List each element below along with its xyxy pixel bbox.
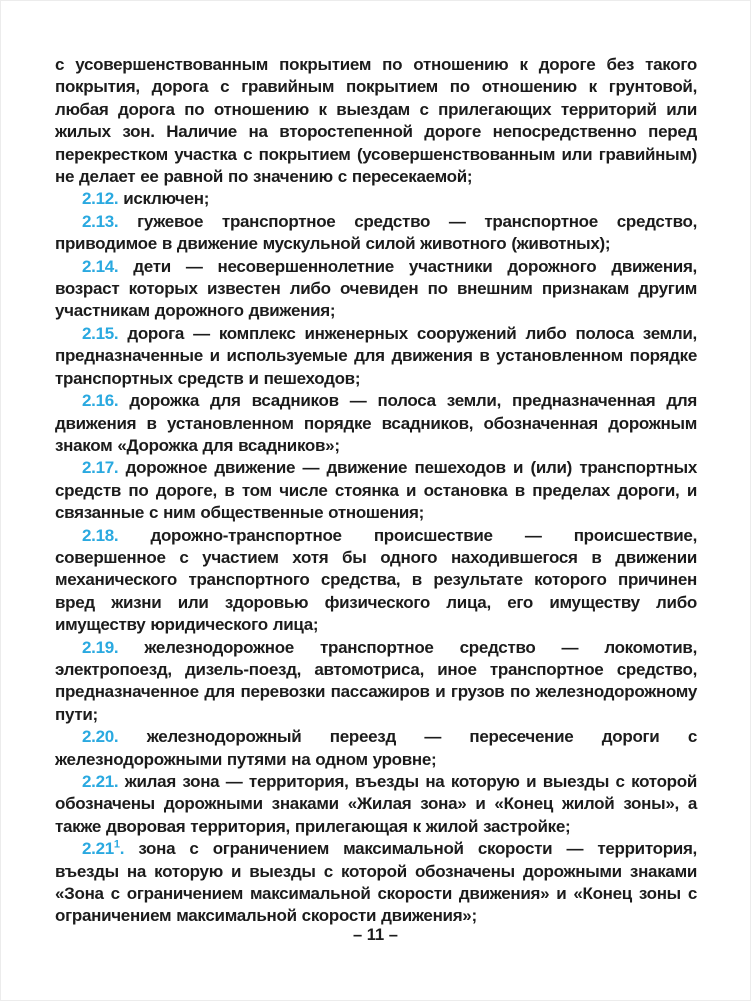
clause-text: дорожно-транспортное происшествие — происшествие, совершенное с участием хотя бы одного находившегося в движении механического транспортного средства, в результате которого причинен вред жизни или здоровью физического лица, его имуществу либо имуществу юридического лица;: [55, 525, 697, 635]
clause-2-14: [55, 256, 697, 323]
clause-2-19: [55, 637, 697, 727]
clause-number: 2.21: [82, 839, 114, 859]
clause-number: 2.15.: [82, 323, 119, 343]
clause-2-21: [55, 771, 697, 838]
clause-2-13: [55, 211, 697, 256]
clause-number: 2.12.: [82, 189, 119, 209]
paragraph-text: с усовершенствованным покрытием по отношению к дороге без такого покрытия, дорога с гравийным покрытием по отношению к грунтовой, любая дорога по отношению к выездам с прилегающих территорий или жилых зон. Наличие на второстепенной дороге непосредственно перед перекрестком участка с покрытием (усовершенствованным или гравийным) не делает ее равной по значению с пересекаемой;: [55, 55, 697, 187]
text-block: [55, 54, 697, 928]
clause-text: исключен;: [123, 189, 210, 209]
clause-text: железнодорожное транспортное средство — локомотив, электропоезд, дизель-поезд, автомотриса, иное транспортное средство, предназначенное для перевозки пассажиров и грузов по железнодорожному пути;: [55, 637, 697, 724]
clause-2-15: [55, 323, 697, 390]
clause-2-21-1: [55, 838, 697, 928]
clause-text: дорожное движение — движение пешеходов и (или) транспортных средств по дороге, в том числе стоянка и остановка в пределах дороги, и связанные с ним общественные отношения;: [55, 458, 697, 523]
clause-number: 2.19.: [82, 637, 119, 657]
clause-2-20: [55, 726, 697, 771]
clause-number: 2.21.: [82, 772, 119, 791]
clause-2-18: [55, 525, 697, 637]
page-number: – 11 –: [353, 926, 398, 944]
clause-number: 2.18.: [82, 525, 119, 545]
clause-text: жилая зона — территория, въезды на которую и выезды с которой обозначены дорожными знаками «Жилая зона» и «Конец жилой зоны», а также дворовая территория, прилегающая к жилой застройке;: [55, 772, 697, 836]
clause-number: 2.13.: [82, 211, 119, 231]
clause-number-superscript: 1: [113, 838, 120, 851]
clause-text: зона с ограничением максимальной скорости — территория, въезды на которую и выезды с которой обозначены дорожными знаками «Зона с ограничением максимальной скорости движения» и «Конец зоны с ограничением максимальной скорости движения»;: [55, 839, 697, 926]
clause-text: дети — несовершеннолетние участники дорожного движения, возраст которых известен либо очевиден по внешним признакам другим участникам дорожного движения;: [55, 256, 697, 321]
clause-number-suffix: .: [119, 839, 125, 859]
clause-number: 2.16.: [82, 391, 119, 411]
clause-2-16: [55, 390, 697, 457]
clause-text: дорожка для всадников — полоса земли, предназначенная для движения в установленном порядке всадников, обозначенная дорожным знаком «Дорожка для всадников»;: [55, 391, 697, 455]
clause-text: дорога — комплекс инженерных сооружений либо полоса земли, предназначенные и используемые для движения в установленном порядке транспортных средств и пешеходов;: [55, 323, 697, 388]
clause-text: гужевое транспортное средство — транспортное средство, приводимое в движение мускульной силой животного (животных);: [55, 211, 697, 254]
clause-2-17: [55, 457, 697, 524]
clause-2-12: [55, 188, 697, 210]
paragraph-continuation: [55, 54, 697, 188]
clause-text: железнодорожный переезд — пересечение дороги с железнодорожными путями на одном уровне;: [55, 727, 697, 769]
clause-number: 2.14.: [82, 256, 119, 276]
clause-number: 2.20.: [82, 727, 119, 747]
clause-number: 2.17.: [82, 458, 119, 478]
